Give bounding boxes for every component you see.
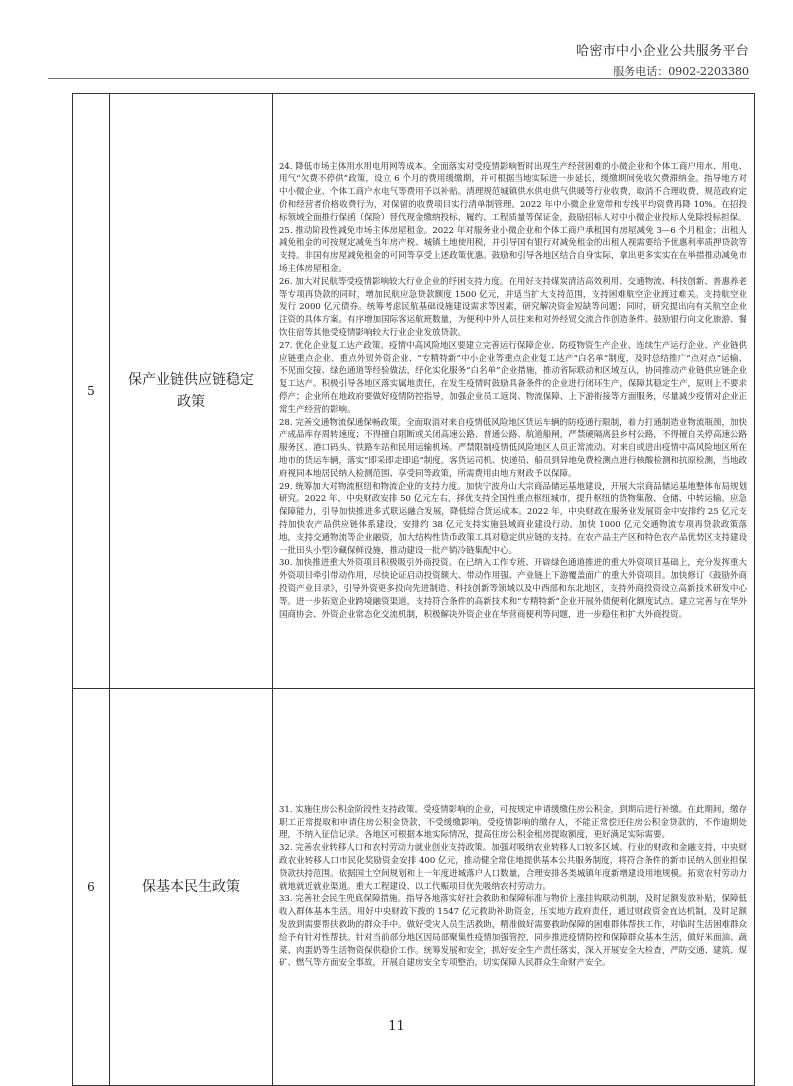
policy-category-name: 保产业链供应链稳定政策 <box>110 94 273 689</box>
row-number: 5 <box>73 94 110 689</box>
policy-item-25: 25. 推动阶段性减免市场主体房屋租金。2022 年对服务业小微企业和个体工商户承租国有房屋减免 3—6 个月租金；出租人减免租金的可按规定减免当年房产税、城镇土地使用税，并引导国有银行对减免租金的出租人视需要给予优惠利率质押贷款等支持。非国有房屋减免租金的可同等享受上述政策优惠。鼓励和引导各地区结合自身实际，拿出更多实实在在举措推动减免市场主体房屋租金。 <box>279 225 747 275</box>
policy-category-name: 保基本民生政策 <box>110 689 273 1086</box>
policy-item-27: 27. 优化企业复工达产政策。疫情中高风险地区要建立完善运行保障企业、防疫物资生产企业、连续生产运行企业、产业链供应链重点企业、重点外贸外资企业、“专精特新”中小企业等重点企业复工达产“白名单”制度，及时总结推广“点对点”运输、不见面交接、绿色通道等经验做法，纾化实化服务“白名单”企业措施，推动省际联动和区域互认，协同推动产业链供应链企业复工达产。积极引导各地区落实属地责任，在发生疫情时鼓励具备条件的企业进行闭环生产，保障其稳定生产，原则上不要求停产；企业所在地政府要做好疫情防控指导，加强企业员工返岗、物流保障、上下游衔接等方面服务，尽量减少疫情对企业正常生产经营的影响。 <box>279 340 747 415</box>
policy-item-28: 28. 完善交通物流保通保畅政策。全面取消对来自疫情低风险地区货运车辆的防疫通行限制，着力打通制造业物流瓶颈，加快产成品库存周转速度；不得擅自阻断或关闭高速公路、普通公路、航道船闸，严禁硬隔离县乡村公路，不得擅自关停高速公路服务区、港口码头、铁路车站和民用运输机场。严禁限制疫情低风险地区人员正常流动。对来自或进出疫情中高风险地区所在地市的货运车辆，落实“即采即走即追”制度。客货运司机、快递员、船员到异地免费检测点进行核酸检测和抗原检测，当地政府视同本地居民纳入检测范围、享受同等政策，所需费用由地方财政予以保障。 <box>279 417 747 479</box>
page-header <box>576 40 749 79</box>
policy-item-33: 33. 完善社会民生兜底保障措施。指导各地落实好社会救助和保障标准与物价上涨挂钩联动机制，及时足额发放补贴，保障低收入群体基本生活。用好中央财政下拨的 1547 亿元救助补助资金，压实地方政府责任，通过财政资金直达机制，及时足额发放到需要帮扶救助的群众手中。做好受灾人员生活救助，精准做好需要救助保障的困难群体帮扶工作，对临时生活困难群众给予有针对性帮扶。针对当前部分地区因局部聚集性疫情加强管控，同步推进疫情防控和保障群众基本生活，做好米面油、蔬菜、肉蛋奶等生活物资保供稳价工作。统筹发展和安全，抓好安全生产责任落实，深入开展安全大检查，严防交通、建筑、煤矿、燃气等方面安全事故，开展自建房安全专项整治，切实保障人民群众生命财产安全。 <box>279 894 747 969</box>
policy-item-32: 32. 完善农业转移人口和农村劳动力就业创业支持政策。加强对吸纳农业转移人口较多区域、行业的财政和金融支持，中央财政农业转移人口市民化奖励资金安排 400 亿元，推动健全常住地提供基本公共服务制度，将符合条件的新市民纳入创业担保贷款扶持范围。依据国土空间规划和上一年度进城落户人口数量，合理安排各类城镇年度新增建设用地规模。拓宽农村劳动力就地就近就业渠道。重大工程建设、以工代赈项目优先吸纳农村劳动力。 <box>279 843 747 892</box>
policy-item-31: 31. 实施住房公积金阶段性支持政策。受疫情影响的企业，可按规定申请缓缴住房公积金，到期后进行补缴。在此期间，缴存职工正常提取和申请住房公积金贷款，不受缓缴影响。受疫情影响的缴存人，不能正常偿还住房公积金贷款的，不作逾期处理，不纳入征信记录。各地区可根据本地实际情况，提高住房公积金租房提取额度，更好满足实际需要。 <box>279 804 747 841</box>
header-org-name: 哈密市中小企业公共服务平台 <box>576 44 749 59</box>
policy-item-24: 24. 降低市场主体用水用电用网等成本。全面落实对受疫情影响暂时出现生产经营困难的小微企业和个体工商户用水、用电、用气“欠费不停供”政策，设立 6 个月的费用缓缴期，并可根据当地实际进一步延长，缓缴期间免收欠费滞纳金。指导地方对中小微企业、个体工商户水电气等费用予以补贴。清理规范城镇供水供电供气供暖等行业收费，取消不合理收费，规范政府定价和经营者价格收费行为，对保留的收费项目实行清单制管理。2022 年中小微企业宽带和专线平均资费再降 10%。在招投标领域全面推行保函（保险）替代现金缴纳投标、履约、工程质量等保证金，鼓励招标人对中小微企业投标人免除投标担保。 <box>279 161 747 223</box>
row-number: 6 <box>73 689 110 1086</box>
policy-item-26: 26. 加大对民航等受疫情影响较大行业企业的纾困支持力度。在用好支持煤炭清洁高效利用、交通物流、科技创新、普惠养老等专项再贷款的同时，增加民航应急贷款额度 1500 亿元，并适当扩大支持范围，支持困难航空企业渡过难关。支持航空业发行 2000 亿元债券。统筹考虑民航基础设施建设需求等因素，研究解决资金短缺等问题；同时，研究提出向有关航空企业注资的具体方案。有序增加国际客运航班数量，为便利中外人员往来和对外经贸交流合作创造条件。鼓励银行向文化旅游、餐饮住宿等其他受疫情影响较大行业企业发放贷款。 <box>279 276 747 339</box>
policy-table <box>72 93 755 1086</box>
policy-content <box>273 94 755 689</box>
policy-item-30: 30. 加快推进重大外资项目积极吸引外商投资。在已纳入工作专班、开辟绿色通道推进的重大外资项目基础上，充分发挥重大外资项目牵引带动作用，尽快论证启动投资额大、带动作用强、产业链上下游覆盖面广的重大外资项目。加快修订《鼓励外商投资产业目录》，引导外资更多投向先进制造、科技创新等领域以及中西部和东北地区，支持外商投资设立高新技术研发中心等。进一步拓宽企业跨境融资渠道，支持符合条件的高新技术和“专精特新”企业开展外债便利化额度试点。建立完善与在华外国商协会、外资企业常态化交流机制，积极解决外资企业在华营商便利等问题，进一步稳住和扩大外商投资。 <box>279 558 747 620</box>
header-service-phone: 服务电话：0902-2203380 <box>613 65 749 78</box>
policy-item-29: 29. 统筹加大对物流枢纽和物流企业的支持力度。加快宁波舟山大宗商品储运基地建设，开展大宗商品储运基地整体布局规划研究。2022 年，中央财政安排 50 亿元左右，择优支持全国性重点枢纽城市，提升枢纽的货物集散、仓储、中转运输、应急保障能力，引导加快推进多式联运融合发展，降低综合货运成本。2022 年，中央财政在服务业发展资金中安排约 25 亿元支持加快农产品供应链体系建设，安排约 38 亿元支持实施县域商业建设行动。加快 1000 亿元交通物流专项再贷款政策落地，支持交通物流等企业融资，加大结构性货币政策工具对稳定供应链的支持。在农产品主产区和特色农产品优势区支持建设一批田头小型冷藏保鲜设施，推动建设一批产销冷链集配中心。 <box>279 481 747 556</box>
table-row <box>73 94 755 689</box>
page-number: 11 <box>388 1019 405 1034</box>
header-divider <box>48 78 749 79</box>
